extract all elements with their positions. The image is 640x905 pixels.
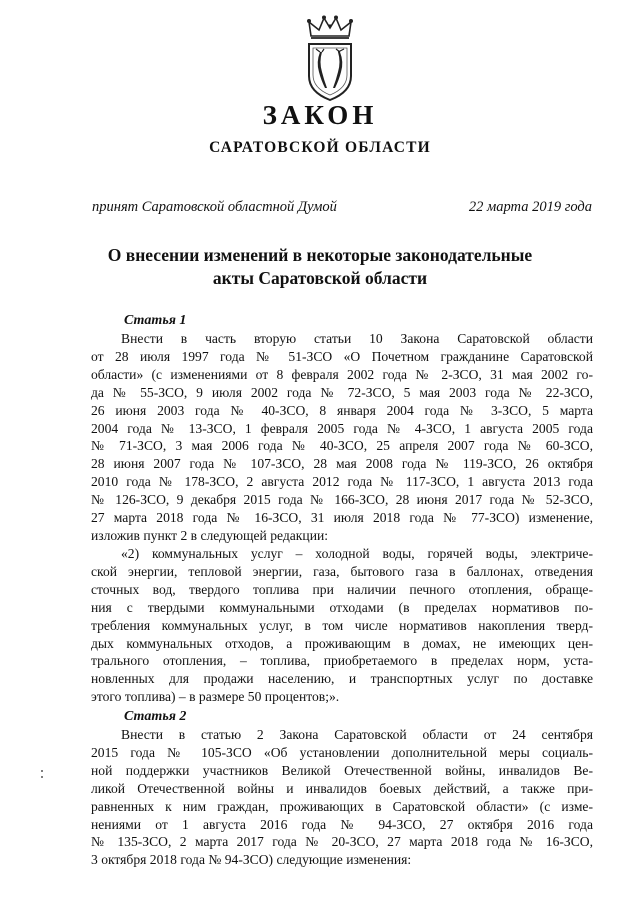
text-line: 2015 года № 105-ЗСО «Об установлении дополнительной меры социаль-	[91, 744, 593, 760]
text-line: ликой Отечественной войны и инвалидов боевых действий, а также при-	[91, 780, 593, 796]
scan-speck	[41, 770, 43, 772]
text-line: 2004 года № 13-ЗСО, 1 февраля 2005 года № 4-ЗСО, 1 августа 2005 года	[91, 420, 593, 436]
text-line: ной поддержки участников Великой Отечественной войны, инвалидов Ве-	[91, 762, 593, 778]
article-1-paragraph-1	[91, 330, 593, 545]
document-title-line: акты Саратовской области	[212, 268, 428, 288]
text-line: 2010 года № 178-ЗСО, 2 августа 2012 года № 117-ЗСО, 1 августа 2013 года	[91, 474, 593, 490]
adoption-date: 22 марта 2019 года	[468, 199, 592, 215]
law-subtitle: САРАТОВСКОЙ ОБЛАСТИ	[209, 139, 431, 156]
text-line: ской энергии, тепловой энергии, газа, бытового газа в баллонах, отведения	[91, 563, 593, 579]
text-line: да № 55-ЗСО, 9 июля 2002 года № 72-ЗСО, 5 мая 2003 года № 22-ЗСО,	[91, 384, 593, 400]
text-line: ния с твердыми коммунальными отходами (в пределах нормативов по-	[91, 599, 593, 615]
text-line: № 126-ЗСО, 9 декабря 2015 года № 166-ЗСО, 28 июня 2017 года № 52-ЗСО,	[91, 492, 593, 508]
text-line: этого топлива) – в размере 50 процентов;».	[91, 689, 340, 705]
text-line: Внести в статью 2 Закона Саратовской области от 24 сентября	[121, 727, 593, 742]
scan-speck	[41, 776, 43, 778]
text-line: равненных к ним граждан, проживающих в Саратовской области» (с изме-	[91, 798, 593, 814]
text-line: 27 марта 2018 года № 16-ЗСО, 31 июля 2018 года № 77-ЗСО) изменение,	[91, 510, 593, 526]
article-2-heading: Статья 2	[124, 709, 187, 724]
article-1-paragraph-2	[91, 545, 593, 706]
text-line: № 135-ЗСО, 2 марта 2017 года № 20-ЗСО, 27 марта 2018 года № 16-ЗСО,	[91, 834, 593, 850]
document-title-line: О внесении изменений в некоторые законодательные	[107, 245, 533, 265]
text-line: Внести в часть вторую статьи 10 Закона Саратовской области	[121, 331, 593, 346]
text-line: требления коммунальных услуг, в том числе нормативов накопления тверд-	[91, 617, 593, 633]
law-title: ЗАКОН	[262, 100, 378, 130]
text-line: нениями от 1 августа 2016 года № 94-ЗСО, 27 октября 2016 года	[91, 816, 593, 832]
text-line: «2) коммунальных услуг – холодной воды, горячей воды, электриче-	[121, 546, 593, 561]
text-line: трального отопления, – топлива, приобретаемого в пределах норм, уста-	[91, 653, 593, 669]
adopted-by-text: принят Саратовской областной Думой	[92, 199, 337, 215]
text-line: № 71-ЗСО, 3 мая 2006 года № 40-ЗСО, 25 апреля 2007 года № 60-ЗСО,	[91, 438, 593, 454]
text-line: дых коммунальных отходов, а проживающим в домах, не имеющих цен-	[91, 635, 593, 651]
text-line: сточных вод, твердого топлива при наличии печного отопления, обраще-	[91, 581, 593, 597]
text-line: области» (с изменениями от 8 февраля 2002 года № 2-ЗСО, 31 мая 2002 го-	[91, 366, 593, 382]
text-line: от 28 июля 1997 года № 51-ЗСО «О Почетном гражданине Саратовской	[91, 348, 593, 364]
text-line: 28 июня 2007 года № 107-ЗСО, 28 мая 2008 года № 119-ЗСО, 26 октября	[91, 456, 593, 472]
article-2-paragraph-1	[91, 726, 593, 869]
text-line: новленных для продажи населению, и транспортных услуг по доставке	[91, 671, 593, 687]
document-title	[40, 244, 600, 290]
text-line: 26 июня 2003 года № 40-ЗСО, 8 января 2004 года № 3-ЗСО, 5 марта	[91, 402, 593, 418]
text-line: 3 октября 2018 года № 94-ЗСО) следующие изменения:	[91, 852, 412, 868]
coat-of-arms-icon	[303, 14, 357, 102]
text-line: изложив пункт 2 в следующей редакции:	[91, 527, 329, 543]
article-1-heading: Статья 1	[124, 313, 187, 328]
